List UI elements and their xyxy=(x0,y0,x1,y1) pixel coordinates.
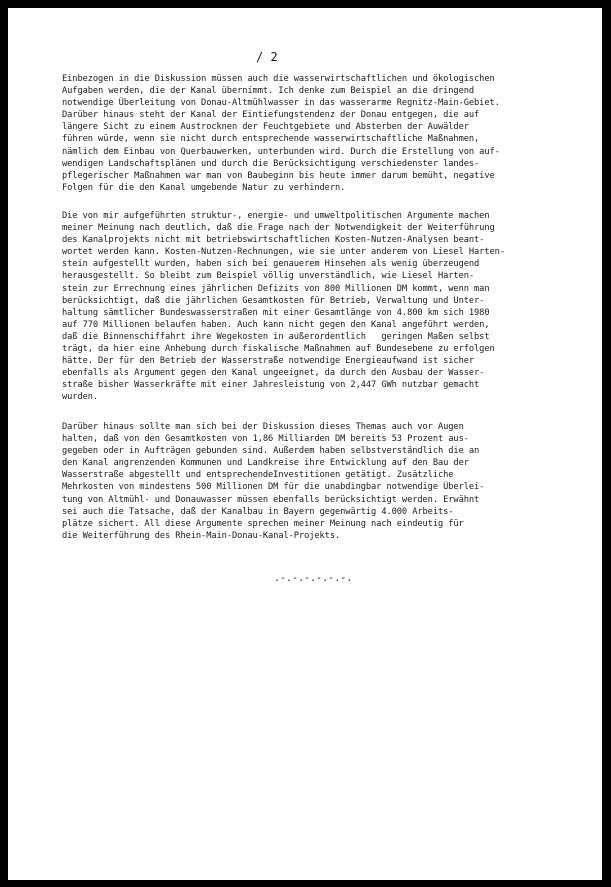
text-line: straße bisher Wasserkräfte mit einer Jahresleistung von 2,447 GWh nutzbar gemacht xyxy=(62,380,480,391)
text-line: auf 770 Millionen belaufen haben. Auch kann nicht gegen den Kanal angeführt werden, xyxy=(62,319,490,330)
text-line: wurden. xyxy=(62,392,99,403)
text-line: den Kanal angrenzenden Kommunen und Landkreise ihre Entwicklung auf den Bau der xyxy=(62,458,469,469)
text-line: hätte. Der für den Betrieb der Wasserstraße notwendige Energieaufwand ist sicher xyxy=(62,356,475,367)
text-line: nämlich dem Einbau von Querbauwerken, unterbunden wird. Durch die Erstellung von auf- xyxy=(62,146,500,157)
text-line: Die von mir aufgeführten struktur-, energie- und umweltpolitischen Argumente machen xyxy=(62,211,490,221)
text-line: Wasserstraße abgestellt und entsprechendeInvestitionen getätigt. Zusätzliche xyxy=(62,470,454,481)
text-line: pflegerischer Maßnahmen war man von Baubeginn bis heute immer darum bemüht, negative xyxy=(62,170,495,181)
paragraph-2 xyxy=(62,210,592,404)
text-line: wendigen Landschaftsplänen und durch die Berücksichtigung verschiedenster landes- xyxy=(62,158,480,169)
text-line: Folgen für die den Kanal umgebende Natur zu verhindern. xyxy=(62,182,346,193)
text-line: Aufgaben werden, die der Kanal übernimmt. Ich denke zum Beispiel an die dringend xyxy=(62,86,475,97)
text-line: sei auch die Tatsache, daß der Kanalbau in Bayern gegenwärtig 4.000 Arbeits- xyxy=(62,506,454,517)
closing-mark: .-.-.-.-.-.-. xyxy=(274,573,353,584)
paragraph-3 xyxy=(62,421,592,542)
text-line: wortet werden kann. Kosten-Nutzen-Rechnungen, wie sie unter anderem von Liesel Harten- xyxy=(62,247,505,258)
text-line: daß die Binnenschiffahrt ihre Wegekosten in außerordentlich geringen Maßen selbst xyxy=(62,331,490,342)
text-line: des Kanalprojekts nicht mit betriebswirtschaftlichen Kosten-Nutzen-Analysen beant- xyxy=(62,235,485,246)
text-line: halten, daß von den Gesamtkosten von 1,86 Milliarden DM bereits 53 Prozent aus- xyxy=(62,434,469,445)
text-line: berücksichtigt, daß die jährlichen Gesamtkosten für Betrieb, Verwaltung und Unter- xyxy=(62,295,485,306)
text-line: Darüber hinaus sollte man sich bei der Diskussion dieses Themas auch vor Augen xyxy=(62,422,464,432)
text-line: die Weiterführung des Rhein-Main-Donau-Kanal-Projekts. xyxy=(62,530,341,541)
text-line: tung von Altmühl- und Donauwasser müssen ebenfalls berücksichtigt werden. Erwähnt xyxy=(62,494,480,505)
document-page xyxy=(8,8,602,880)
text-line: ebenfalls als Argument gegen den Kanal ungeeignet, da durch den Ausbau der Wasser- xyxy=(62,368,485,379)
text-line: Mehrkosten von mindestens 500 Millionen DM für die unabdingbar notwendige Überlei- xyxy=(62,482,485,493)
text-line: Einbezogen in die Diskussion müssen auch die wasserwirtschaftlichen und ökologischen xyxy=(62,74,495,84)
text-line: stein zur Errechnung eines jährlichen Defizits von 800 Millionen DM kommt, wenn man xyxy=(62,283,490,294)
text-line: plätze sichert. All diese Argumente sprechen meiner Meinung nach eindeutig für xyxy=(62,518,464,529)
text-line: haltung sämtlicher Bundeswasserstraßen mit einer Gesamtlänge von 4.800 km sich 1980 xyxy=(62,307,490,318)
text-line: längere Sicht zu einem Austrocknen der Feuchtgebiete und Absterben der Auwälder xyxy=(62,122,469,133)
text-line: führen würde, wenn sie nicht durch entsprechende wasserwirtschaftliche Maßnahmen, xyxy=(62,134,480,145)
page-number: / 2 xyxy=(256,50,278,64)
text-line: stein aufgestellt wurden, haben sich bei genauerem Hinsehen als wenig überzeugend xyxy=(62,259,480,270)
text-line: meiner Meinung nach deutlich, daß die Frage nach der Notwendigkeit der Weiterführung xyxy=(62,223,495,234)
text-line: herausgestellt. So bleibt zum Beispiel völlig unverständlich, wie Liesel Harten- xyxy=(62,271,475,282)
paragraph-1 xyxy=(62,73,592,194)
text-line: Darüber hinaus steht der Kanal der Eintiefungstendenz der Donau entgegen, die auf xyxy=(62,110,480,121)
text-line: trägt, da hier eine Anhebung durch fiskalische Maßnahmen auf Bundesebene zu erfolgen xyxy=(62,344,495,355)
text-line: notwendige Überleitung von Donau-Altmühlwasser in das wasserarme Regnitz-Main-Gebiet. xyxy=(62,98,500,109)
text-line: gegeben oder in Aufträgen gebunden sind. Außerdem haben selbstverständlich die an xyxy=(62,446,480,457)
